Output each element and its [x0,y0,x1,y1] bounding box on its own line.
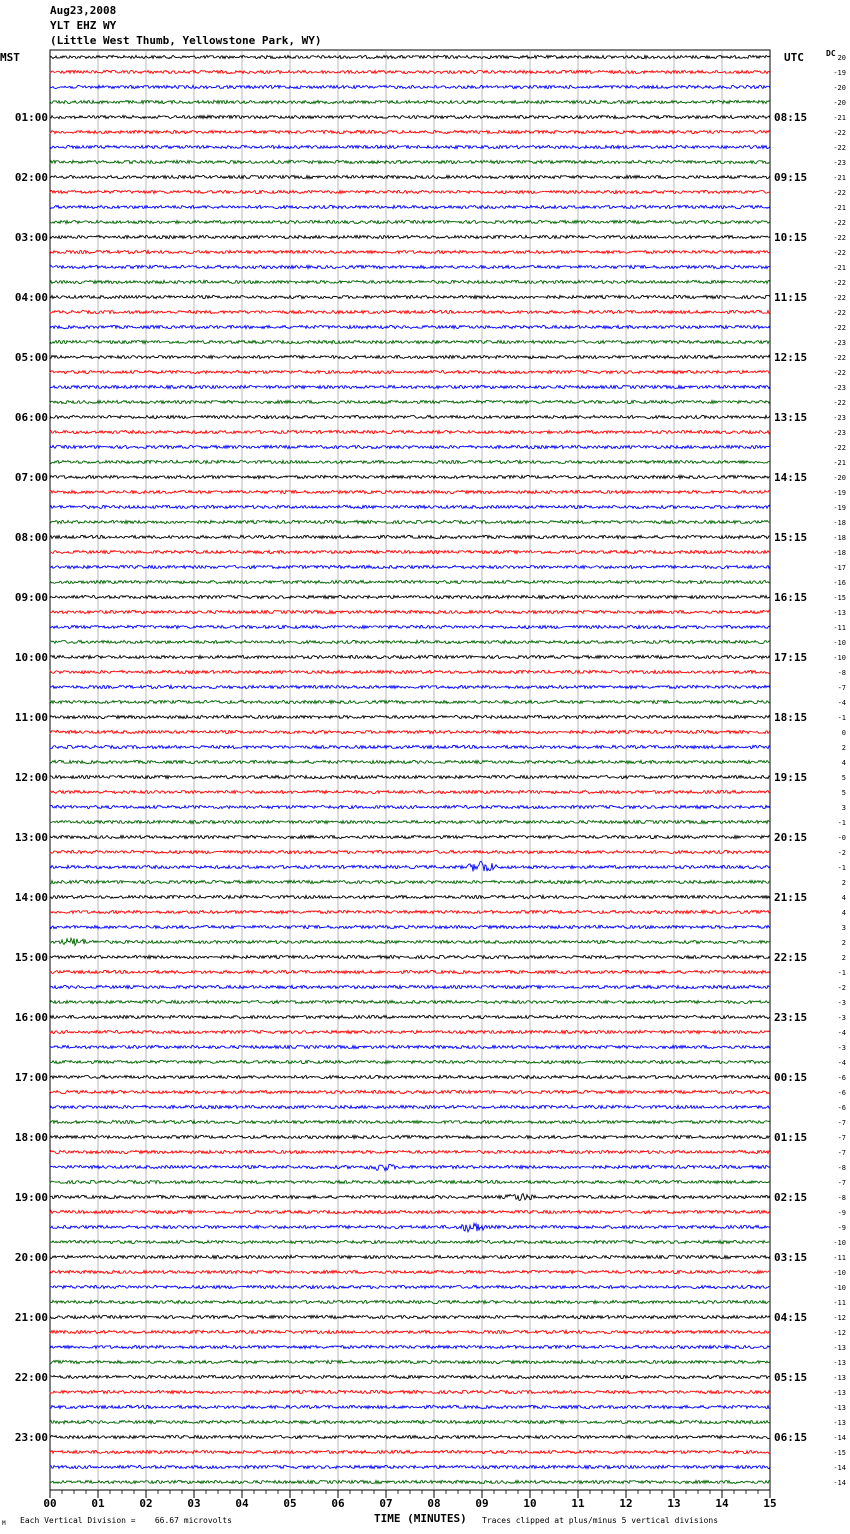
header-date: Aug23,2008 [50,4,117,17]
x-tick-label: 14 [715,1497,729,1510]
x-tick-label: 02 [139,1497,153,1510]
mst-hour-label: 01:00 [14,111,48,124]
utc-hour-label: 19:15 [774,771,808,784]
x-tick-label: 11 [571,1497,585,1510]
mst-hour-label: 09:00 [14,591,48,604]
dc-offset-label: 0 [841,729,846,737]
utc-hour-label: 03:15 [774,1251,808,1264]
utc-hour-label: 12:15 [774,351,808,364]
trace-row [50,1090,770,1093]
trace-row [50,160,770,163]
dc-offset-label: -18 [833,534,846,542]
mst-hour-label: 20:00 [14,1251,48,1264]
trace-row [50,1000,770,1003]
utc-hour-label: 09:15 [774,171,808,184]
dc-offset-label: -13 [833,1359,846,1367]
x-tick-label: 12 [619,1497,633,1510]
trace-row [50,745,770,748]
dc-offset-label: -4 [837,1029,846,1037]
trace-row [50,985,770,988]
dc-offset-label: -10 [833,1239,846,1247]
trace-row [50,520,770,523]
dc-offset-label: -11 [833,1299,846,1307]
dc-offset-label: 5 [841,789,846,797]
dc-offset-label: -20 [833,84,846,92]
trace-row [50,505,770,508]
dc-offset-label: 4 [841,759,846,767]
utc-hour-label: 17:15 [774,651,808,664]
dc-offset-label: -13 [833,1389,846,1397]
trace-row [50,1465,770,1468]
trace-row [50,1420,770,1423]
dc-offset-label: -18 [833,549,846,557]
dc-offset-label: -14 [833,1434,846,1442]
dc-offset-label: -22 [833,234,846,242]
dc-offset-label: -20 [833,474,846,482]
dc-offset-label: -14 [833,1464,846,1472]
dc-offset-label: -21 [833,204,846,212]
dc-offset-label: -10 [833,1284,846,1292]
dc-offset-label: -21 [833,174,846,182]
dc-offset-label: -6 [837,1074,846,1082]
trace-row [50,280,770,283]
trace-row [50,880,770,883]
mst-hour-label: 15:00 [14,951,48,964]
trace-row [50,310,770,313]
trace-row [50,1240,770,1243]
utc-hour-label: 15:15 [774,531,808,544]
utc-hour-label: 11:15 [774,291,808,304]
trace-row [50,805,770,808]
dc-offset-label: -13 [833,1419,846,1427]
utc-hour-label: 00:15 [774,1071,808,1084]
trace-row [50,145,770,148]
trace-row [50,475,770,478]
dc-offset-label: -8 [837,1194,846,1202]
mst-hour-label: 10:00 [14,651,48,664]
dc-offset-label: -22 [833,309,846,317]
dc-offset-label: 2 [841,744,846,752]
dc-offset-label: -15 [833,594,846,602]
trace-row [50,1405,770,1408]
trace-row [50,1180,770,1183]
utc-hour-label: 23:15 [774,1011,808,1024]
dc-offset-label: 2 [841,879,846,887]
trace-row [50,565,770,568]
trace-row [50,115,770,118]
mst-hour-label: 02:00 [14,171,48,184]
trace-row [50,910,770,913]
dc-offset-label: -23 [833,159,846,167]
utc-hour-label: 20:15 [774,831,808,844]
dc-offset-label: -23 [833,384,846,392]
trace-row [50,190,770,193]
utc-hour-label: 05:15 [774,1371,808,1384]
dc-offset-label: -7 [837,1149,846,1157]
dc-offset-label: -22 [833,444,846,452]
utc-hour-label: 18:15 [774,711,808,724]
mst-hour-label: 03:00 [14,231,48,244]
mst-hour-label: 07:00 [14,471,48,484]
dc-offset-label: -19 [833,489,846,497]
dc-offset-label: -22 [833,219,846,227]
mst-hour-label: 18:00 [14,1131,48,1144]
trace-row [50,220,770,223]
x-tick-label: 04 [235,1497,249,1510]
dc-offset-label: 3 [841,924,846,932]
dc-offset-label: 2 [841,939,846,947]
dc-offset-label: -7 [837,1134,846,1142]
mst-hour-label: 08:00 [14,531,48,544]
x-tick-label: 00 [43,1497,57,1510]
trace-row [50,1120,770,1123]
utc-hour-label: 06:15 [774,1431,808,1444]
trace-row [50,1255,770,1258]
trace-row [50,955,770,958]
utc-hour-label: 08:15 [774,111,808,124]
mst-hour-label: 22:00 [14,1371,48,1384]
trace-row [50,715,770,718]
trace-row [50,355,770,358]
trace-row [50,970,770,973]
trace-row [50,205,770,208]
dc-offset-label: -0 [837,834,846,842]
x-tick-label: 10 [523,1497,537,1510]
dc-offset-label: -1 [837,714,846,722]
trace-row [50,370,770,373]
trace-row [50,250,770,253]
dc-offset-label: -21 [833,459,846,467]
dc-offset-label: -12 [833,1314,846,1322]
mst-hour-label: 21:00 [14,1311,48,1324]
mst-hour-label: 23:00 [14,1431,48,1444]
trace-row [50,670,770,673]
scale-note: Each Vertical Division = 66.67 microvolts [20,1516,232,1525]
dc-offset-label: -6 [837,1104,846,1112]
trace-row [50,625,770,628]
dc-offset-label: -1 [837,819,846,827]
dc-offset-label: -9 [837,1224,846,1232]
mst-hour-label: 13:00 [14,831,48,844]
dc-offset-label: -22 [833,249,846,257]
dc-offset-label: -13 [833,1374,846,1382]
utc-hour-label: 01:15 [774,1131,808,1144]
trace-row [50,265,770,268]
dc-offset-label: -13 [833,1404,846,1412]
dc-offset-label: -9 [837,1209,846,1217]
dc-offset-label: -7 [837,1119,846,1127]
trace-row [50,1015,770,1018]
dc-offset-label: -12 [833,1329,846,1337]
dc-offset-label: -4 [837,699,846,707]
trace-row [50,580,770,583]
mst-hour-label: 19:00 [14,1191,48,1204]
dc-offset-label: -2 [837,849,846,857]
trace-row [50,1360,770,1363]
mst-hour-label: 17:00 [14,1071,48,1084]
trace-row [50,130,770,133]
trace-row [50,820,770,823]
mst-hour-label: 14:00 [14,891,48,904]
trace-row [50,760,770,763]
trace-row [50,1330,770,1333]
dc-axis-title: DC [826,49,836,58]
x-tick-label: 05 [283,1497,297,1510]
x-tick-label: 13 [667,1497,681,1510]
dc-offset-label: -20 [833,99,846,107]
trace-row [50,295,770,298]
trace-row [50,70,770,73]
dc-offset-label: -21 [833,264,846,272]
dc-offset-label: -19 [833,504,846,512]
dc-offset-label: -21 [833,114,846,122]
dc-offset-label: -23 [833,414,846,422]
trace-row [50,775,770,778]
clip-note: Traces clipped at plus/minus 5 vertical divisions [482,1516,719,1525]
dc-offset-label: -23 [833,339,846,347]
dc-offset-label: -3 [837,1044,846,1052]
mst-hour-label: 12:00 [14,771,48,784]
left-axis-title: MST [0,51,20,64]
dc-offset-label: -22 [833,294,846,302]
dc-offset-label: 4 [841,894,846,902]
trace-row [50,685,770,688]
dc-offset-label: -13 [833,1344,846,1352]
trace-row [50,535,770,538]
dc-offset-label: -4 [837,1059,846,1067]
dc-offset-label: -1 [837,864,846,872]
trace-row [50,1135,770,1138]
dc-offset-label: -3 [837,1014,846,1022]
trace-row [50,655,770,658]
trace-row [50,1105,770,1108]
trace-row [50,1375,770,1378]
mst-hour-label: 05:00 [14,351,48,364]
right-axis-title: UTC [784,51,804,64]
utc-hour-label: 16:15 [774,591,808,604]
trace-row [50,1150,770,1153]
trace-row [50,1315,770,1318]
trace-row [50,445,770,448]
x-axis-title: TIME (MINUTES) [374,1512,467,1525]
dc-offset-label: -16 [833,579,846,587]
dc-offset-label: -3 [837,999,846,1007]
utc-hour-label: 13:15 [774,411,808,424]
dc-offset-label: -14 [833,1479,846,1487]
dc-offset-label: -10 [833,639,846,647]
trace-row [50,55,770,58]
x-tick-label: 15 [763,1497,777,1510]
dc-offset-label: -15 [833,1449,846,1457]
trace-row [50,1030,770,1033]
utc-hour-label: 14:15 [774,471,808,484]
dc-offset-label: 5 [841,774,846,782]
dc-offset-label: -7 [837,1179,846,1187]
trace-row [50,895,770,898]
x-tick-label: 06 [331,1497,345,1510]
header-location: (Little West Thumb, Yellowstone Park, WY) [50,34,322,47]
dc-offset-label: 4 [841,909,846,917]
plot-frame [50,50,770,1490]
dc-offset-label: -22 [833,144,846,152]
trace-row [50,430,770,433]
trace-row [50,415,770,418]
dc-offset-label: -11 [833,1254,846,1262]
dc-offset-label: -7 [837,684,846,692]
dc-offset-label: -22 [833,189,846,197]
trace-row [50,938,770,945]
trace-row [50,1194,770,1201]
dc-offset-label: -6 [837,1089,846,1097]
dc-offset-label: -1 [837,969,846,977]
x-tick-label: 08 [427,1497,441,1510]
dc-offset-label: -22 [833,324,846,332]
utc-hour-label: 04:15 [774,1311,808,1324]
dc-offset-label: 2 [841,954,846,962]
trace-row [50,700,770,703]
trace-row [50,1270,770,1273]
trace-row [50,1165,770,1171]
x-tick-label: 01 [91,1497,105,1510]
mst-hour-label: 06:00 [14,411,48,424]
dc-offset-label: -22 [833,129,846,137]
dc-offset-label: -10 [833,1269,846,1277]
mst-hour-label: 11:00 [14,711,48,724]
trace-row [50,835,770,838]
trace-row [50,610,770,613]
trace-row [50,385,770,388]
trace-row [50,100,770,103]
trace-row [50,1060,770,1063]
dc-offset-label: -8 [837,669,846,677]
utc-hour-label: 21:15 [774,891,808,904]
utc-hour-label: 02:15 [774,1191,808,1204]
dc-offset-label: -22 [833,354,846,362]
dc-offset-label: -10 [833,654,846,662]
trace-row [50,861,770,871]
utc-hour-label: 10:15 [774,231,808,244]
trace-row [50,175,770,178]
trace-row [50,340,770,343]
trace-row [50,1435,770,1438]
dc-offset-label: 3 [841,804,846,812]
dc-offset-label: -19 [833,69,846,77]
trace-row [50,640,770,643]
trace-row [50,1450,770,1453]
trace-row [50,235,770,238]
dc-offset-label: -22 [833,369,846,377]
trace-row [50,1300,770,1303]
trace-row [50,1285,770,1288]
dc-offset-label: -17 [833,564,846,572]
trace-row [50,1045,770,1048]
trace-row [50,1345,770,1348]
trace-row [50,85,770,88]
trace-row [50,1075,770,1078]
x-tick-label: 09 [475,1497,489,1510]
dc-offset-label: -18 [833,519,846,527]
trace-row [50,850,770,853]
trace-row [50,790,770,793]
trace-row [50,925,770,928]
dc-offset-label: -22 [833,399,846,407]
trace-row [50,730,770,733]
x-tick-label: 03 [187,1497,201,1510]
dc-offset-label: -8 [837,1164,846,1172]
trace-row [50,595,770,598]
dc-offset-label: -23 [833,429,846,437]
trace-row [50,1480,770,1483]
mst-hour-label: 04:00 [14,291,48,304]
trace-row [50,1223,770,1231]
mst-hour-label: 16:00 [14,1011,48,1024]
trace-row [50,325,770,328]
x-tick-label: 07 [379,1497,393,1510]
trace-row [50,400,770,403]
dc-offset-label: -22 [833,279,846,287]
corner-mark: M [2,1520,6,1527]
dc-offset-label: 20 [837,54,846,62]
trace-row [50,550,770,553]
trace-row [50,1210,770,1213]
trace-row [50,490,770,493]
trace-row [50,1390,770,1393]
trace-row [50,460,770,463]
dc-offset-label: -11 [833,624,846,632]
utc-hour-label: 22:15 [774,951,808,964]
dc-offset-label: -13 [833,609,846,617]
dc-offset-label: -2 [837,984,846,992]
header-station: YLT EHZ WY [50,19,117,32]
